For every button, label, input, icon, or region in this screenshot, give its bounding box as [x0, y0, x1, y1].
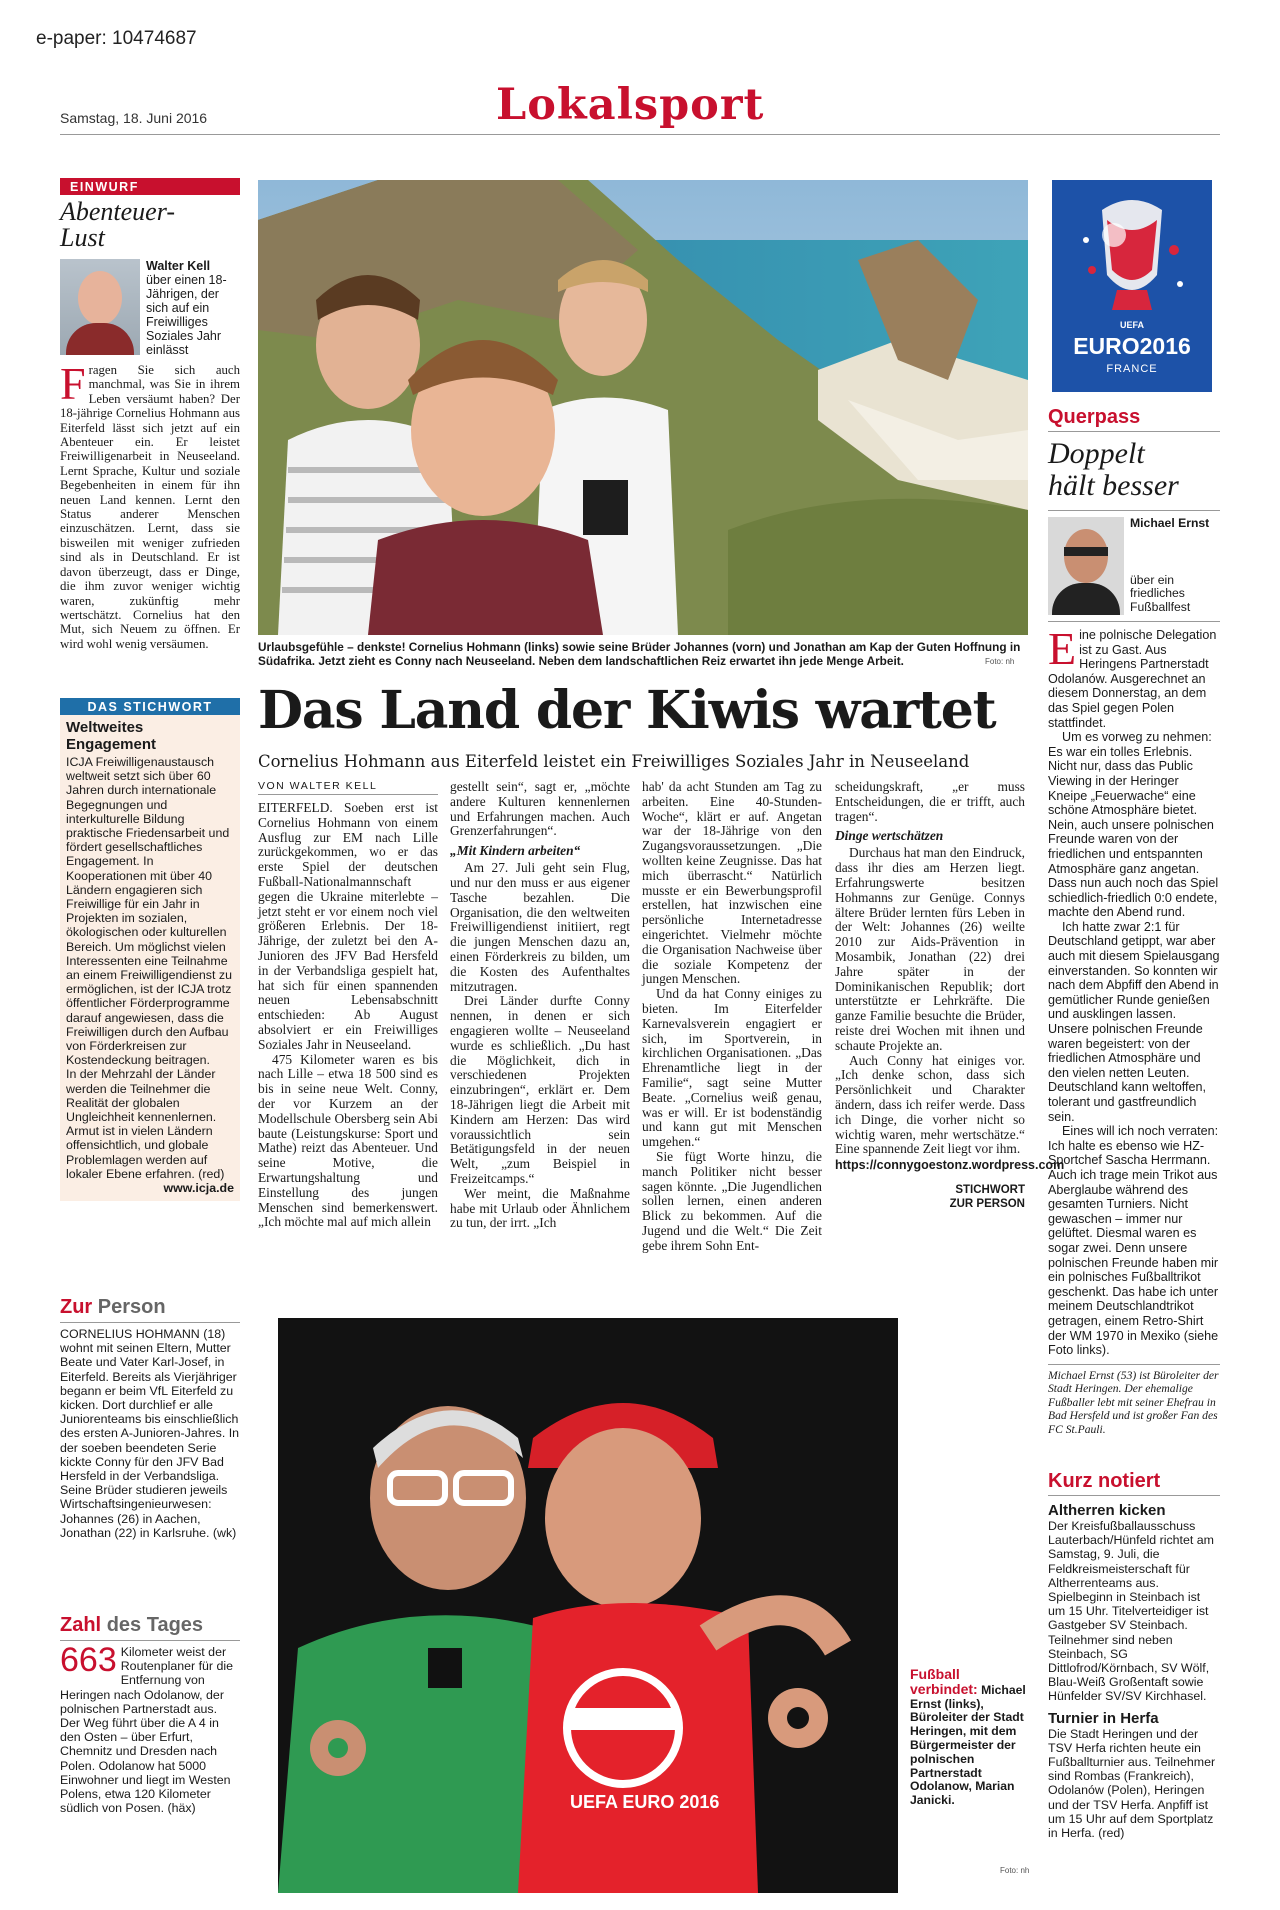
einwurf-author: Walter Kell: [146, 259, 211, 273]
euro-name-label: EURO2016: [1073, 333, 1191, 359]
second-photo: [278, 1318, 898, 1893]
section-title: Lokalsport: [496, 80, 765, 130]
kurz-item-2-body: Die Stadt Heringen und der TSV Herfa richten heute ein Fußballturnier aus. Teilnehmer sind Rombas (Frankreich), Odolanów (Polen), Heringen und der TSV Herfa. Anpfiff ist um 15 Uhr auf dem Sportplatz in Herfa. (red): [1048, 1726, 1216, 1841]
zur-person-body: CORNELIUS HOHMANN (18) wohnt mit seinen Eltern, Mutter Beate und Vater Karl-Josef, in Eiterfeld. Bereits als Vierjähriger begann er beim VfL Eiterfeld zu kicken. Dort durchlief er alle Juniorenteams bis einschließlich des ersten A-Junioren-Jahres. In der soeben beendeten Serie kickte Conny für den JFV Bad Hersfeld in der Verbandsliga. Seine Brüder studieren jeweils Wirtschaftsingenieurwesen: Johannes (26) in Aachen, Jonathan (22) in Karlsruhe. (wk): [60, 1327, 240, 1540]
ref-stichwort: STICHWORT: [955, 1183, 1025, 1196]
article-col-4: [835, 779, 1065, 1211]
ref-zur-person: ZUR PERSON: [949, 1197, 1025, 1210]
article-col-3: [642, 780, 822, 1254]
zahl-box: [60, 1614, 240, 1815]
article-col4-p2: Durchaus hat man den Eindruck, dass ihr dies am Herzen liegt. Erfahrungswerte besitzen Hohmanns zur Genüge. Connys ältere Brüder lernten fürs Leben in der Welt: Johannes (26) weilte 2010 zur Aids-Prävention in Mosambik, Jonathan (22) drei Jahre später in der Dominikanischen Republik; dort unterstützte er Lehrkräfte. Die ganze Familie besuchte die Brüder, reiste drei Wochen mit ihnen und schaute Projekte an.: [835, 845, 1025, 1053]
article-col4-p3: Auch Conny hat einiges vor. „Ich denke schon, dass sich Persönlichkeit und Charakter ändern, dass ich reifer werde. Dass ich Dinge, die vorher nicht so wichtig waren, mehr wertschätze.“ Eine spannende Zeit liegt vor ihm.: [835, 1052, 1025, 1157]
article-col2-p2: Am 27. Juli geht sein Flug, und nur den muss er aus eigener Tasche bezahlen. Die Organisation, die den weltweiten Freiwilligendienst initiiert, regt die jungen Menschen dazu an, einen Förderkreis zu bilden, um die Kosten des Aufenthaltes mitzutragen.: [450, 860, 630, 994]
querpass-body-2: Um es vorweg zu nehmen: Es war ein tolles Erlebnis. Nicht nur, dass das Public Viewing in der Heringer Kneipe „Feuerwache“ eine schöne Atmosphäre bietet. Nein, auch unsere polnischen Freunde waren von der friedlichen und entspannten Atmosphäre ganz angetan. Dass nun auch noch das Spiel schiedlich-friedlich 0:0 endete, machte den Abend rund.: [1048, 730, 1219, 920]
querpass-author: Michael Ernst: [1130, 516, 1210, 530]
article-blog-url[interactable]: https://connygoestonz.wordpress.com: [835, 1158, 1065, 1173]
issue-date: Samstag, 18. Juni 2016: [60, 110, 208, 126]
querpass-rubric: Querpass: [1048, 406, 1141, 428]
querpass-title-1: Doppelt: [1048, 437, 1145, 470]
einwurf-body: ragen Sie sich auch manchmal, was Sie in ihrem Leben versäumt haben? Der 18-jährige Cornelius Hohmann aus Eiterfeld lässt sich jetzt auf ein Abenteuer ein. Er leistet Freiwilligenarbeit in Neuseeland. Lernt Sprache, Kultur und soziale Begebenheiten in einem für ihn neuen Land kennen. Lernt den Status anderer Menschen einzuschätzen. Lernt, dass sie bisweilen mit weniger zufrieden sind als in Deutschland. Er ist davon überzeugt, dass er Dinge, die ihm zuvor weniger wichtig waren, zukünftig mehr wertschätzt. Cornelius hat den Mut, sich Neuem zu öffnen. Er wird wohl wenig versäumen.: [60, 363, 240, 651]
article-col2-p3: Drei Länder durfte Conny nennen, in denen er sich engagieren wollte – Neuseeland wurde es schließlich. „Du hast die Möglichkeit, dich in verschiedenen Projekten einzubringen“, erklärt er. Dem 18-Jährigen liegt die Arbeit mit Kindern am Herzen: Das wird voraussichtlich sein Betätigungsfeld in der neuen Welt, „zum Beispiel in Freizeitcamps.“: [450, 993, 630, 1186]
zahl-number: 663: [60, 1641, 117, 1679]
article-col4-subhead: Dinge wertschätzen: [835, 828, 944, 844]
querpass-body-3: Ich hatte zwar 2:1 für Deutschland getippt, war aber auch mit diesem Spielausgang einverstanden. So konnten wir nach dem Abpfiff den Abend in gemütlicher Runde genießen und ausklingen lassen. Unsere polnischen Freunde waren begeistert: von der friedlichen Atmosphäre und den vielen netten Leuten. Deutschland kann weltoffen, tolerant und gastfreundlich sein.: [1048, 919, 1220, 1124]
einwurf-title-2: Lust: [60, 223, 105, 252]
main-photo-caption: Urlaubsgefühle – denkste! Cornelius Hohmann (links) sowie seine Brüder Johannes (vorn) und Jonathan am Kap der Guten Hoffnung in Südafrika. Jetzt zieht es Conny nach Neuseeland. Neben dem landschaftlichen Reiz erwartet ihn jede Menge Arbeit.: [258, 640, 1021, 668]
article-subhead: Cornelius Hohmann aus Eiterfeld leistet ein Freiwilliges Soziales Jahr in Neuseeland: [258, 752, 970, 771]
zahl-body: Kilometer weist der Routenplaner für die Entfernung von Heringen nach Odolanow, der polnischen Partnerstadt aus. Der Weg führt über die A 4 in den Osten – über Erfurt, Chemnitz und Dresden nach Polen. Odolanow hat 5000 Einwohner und liegt im Westen Polens, etwa 120 Kilometer südlich von Posen. (häx): [60, 1645, 234, 1816]
querpass-bio: Michael Ernst (53) ist Büroleiter der Stadt Heringen. Der ehemalige Fußballer lebt mit seiner Ehefrau in Bad Hersfeld und ist großer Fan des FC St.Pauli.: [1048, 1368, 1219, 1437]
article-col2-subhead: „Mit Kindern arbeiten“: [450, 843, 581, 859]
article-col3-p3: Sie fügt Worte hinzu, die manch Politiker nicht besser sagen könnte. „Die Jugendlichen sollen lernen, einen anderen Blick zu bekommen. Auf die Jugend und die Welt.“ Die Zeit gebe ihrem Sohn Ent-: [642, 1148, 822, 1253]
header-rule: [60, 134, 1220, 135]
article-col2-p1: gestellt sein“, sagt er, „möchte andere Kulturen kennenlernen und Erfahrungen machen. Auch Grenzerfahrungen“.: [450, 779, 630, 839]
querpass-body-4: Eines will ich noch verraten: Ich halte es ebenso wie HZ-Sportchef Sascha Herrmann. Auch ich trage mein Trikot aus Aberglaube während des gesamten Turniers. Nicht gewaschen – immer nur gelüftet. Diesmal waren es sogar zwei. Denn unsere polnischen Freunde haben mir ein polnisches Fußballtrikot geschenkt. Das habe ich unter meinem Deutschlandtrikot getragen, einem Retro-Shirt der WM 1970 in Mexiko (siehe Foto links).: [1048, 1124, 1219, 1358]
article-col-1: [258, 780, 438, 1230]
euro-country-label: FRANCE: [1106, 363, 1158, 375]
zur-person-title-grey: Person: [97, 1296, 166, 1318]
article-col2-p4: Wer meint, die Maßnahme habe mit Urlaub oder Ähnlichem zu tun, der irrt. „Ich: [450, 1185, 630, 1231]
svg-text:UEFA EURO 2016: UEFA EURO 2016: [570, 1792, 720, 1812]
zahl-title-grey: des Tages: [106, 1614, 204, 1636]
second-photo-caption-bold: Fußball verbindet:: [910, 1666, 978, 1697]
kurz-notiert-box: [1048, 1470, 1220, 1840]
kurz-item-1-title: Altherren kicken: [1048, 1502, 1166, 1519]
einwurf-title-1: Abenteuer-: [60, 197, 175, 226]
kurz-item-2-title: Turnier in Herfa: [1048, 1709, 1159, 1727]
stichwort-body-2: In der Mehrzahl der Länder werden die Teilnehmer die Realität der globalen Ungleichheit kennenlernen. Armut ist in vielen Ländern offensichtlich, und globale Problemlagen werden auf lokaler Ebene erfahren. (red): [66, 1067, 225, 1181]
zur-person-box: [60, 1296, 240, 1540]
stichwort-box: [60, 698, 240, 1201]
main-photo-credit: Foto: nh: [985, 657, 1015, 666]
second-photo-caption: [910, 1668, 1030, 1808]
article-col4-p1: scheidungskraft, „er muss Entscheidungen, die er trifft, auch tragen“.: [835, 779, 1025, 824]
article-col1-p2: 475 Kilometer waren es bis nach Lille – etwa 18 500 sind es bis in seine neue Welt. Conny, der vor Kurzem an der Modellschule Obersberg sein Abi baute (Leistungskurse: Sport und Mathe) reizt das Abenteuer. Und seine Motive, die Erwartungshaltung und Einstellung des jungen Menschen sind bemerkenswert. „Ich möchte mal auf mich allein: [258, 1051, 438, 1230]
querpass-author-note: über ein friedliches Fußballfest: [1130, 572, 1191, 615]
stichwort-url[interactable]: www.icja.de: [163, 1181, 234, 1196]
querpass-box: [1048, 406, 1220, 1437]
kurz-item-1-body: Der Kreisfußballausschuss Lauterbach/Hünfeld richtet am Samstag, 9. Juli, die Feldkreismeisterschaft für Altherrenteams aus. Spielbeginn in Steinbach ist um 15 Uhr. Titelverteidiger ist Gastgeber SV Steinbach. Teilnehmer sind neben Steinbach, SG Dittlofrod/Körnbach, SV Wölf, Blau-Weiß Großentaft sowie Hünfelder SV/SV Kirchhasel.: [1048, 1519, 1214, 1704]
epaper-id: e-paper: 10474687: [36, 28, 197, 49]
einwurf-author-note: über einen 18-Jährigen, der sich auf ein Freiwilliges Soziales Jahr einlässt: [146, 273, 227, 357]
stichwort-body: ICJA Freiwilligenaustausch weltweit setzt sich über 60 Jahren durch internationale Begegnungen und interkulturelle Bildung praktische Friedensarbeit und fördert gesellschaftliches Engagement. In Kooperationen mit über 40 Ländern engagieren sich Freiwillige für ein Jahr in Projekten im sozialen, ökologischen oder kulturellen Bereich. Um möglichst vielen Interessenten eine Teilnahme an einem Freiwilligendienst zu ermöglichen, ist der ICJA trotz öffentlicher Förderprogramme darauf angewiesen, dass die Freiwilligen durch den Aufbau von Förderkreisen zur Kostendeckung beitragen.: [66, 755, 232, 1068]
author-photo-kell: [60, 259, 140, 355]
einwurf-kicker: EINWURF: [60, 178, 240, 195]
main-photo: [258, 180, 1028, 635]
euro-uefa-label: UEFA: [1119, 320, 1145, 330]
zahl-title-red: Zahl: [60, 1614, 102, 1636]
second-photo-credit: Foto: nh: [1000, 1866, 1030, 1875]
author-photo-ernst: [1048, 517, 1124, 615]
article-headline: Das Land der Kiwis wartet: [258, 680, 996, 741]
article-col3-p1: hab' da acht Stunden am Tag zu arbeiten. Eine 40-Stunden-Woche“, klärt er auf. Angetan war der 18-Jährige von den Zugangsvoraussetzungen. „Die wollten keine Zeugnisse. Das hat mich überrascht.“ Natürlich musste er ein Bewerbungsprofil erstellen, hat inzwischen eine persönliche Internetadresse eingerichtet. Vielmehr möchte die Organisation Nachweise über die soziale Kompetenz der jungen Menschen.: [642, 779, 822, 987]
einwurf-box: [60, 178, 240, 651]
zur-person-title-red: Zur: [60, 1296, 93, 1318]
euro2016-logo: [1052, 180, 1212, 392]
stichwort-kicker: DAS STICHWORT: [60, 698, 240, 715]
article-byline: VON WALTER KELL: [258, 780, 438, 795]
kurz-rubric: Kurz notiert: [1048, 1470, 1161, 1492]
article-col1-p1: EITERFELD. Soeben erst ist Cornelius Hohmann von einem Ausflug zur EM nach Lille zurückgekommen, wo er das erste Spiel der deutschen Fußball-Nationalmannschaft gegen die Ukraine miterlebte – jetzt steht er vor einem noch viel größeren Erlebnis. Der 18-Jährige, der zuletzt bei den A-Junioren des JFV Bad Hersfeld in der Verbandsliga gespielt hat, hat sich für einen spannenden neuen Lebensabschnitt entschieden: Ab August absolviert er ein Freiwilliges Soziales Jahr in Neuseeland.: [258, 800, 438, 1052]
querpass-title-2: hält besser: [1048, 469, 1179, 502]
second-photo-caption-text: Michael Ernst (links), Büroleiter der Stadt Heringen, mit dem Bürgermeister der polnischen Partnerstadt Odolanow, Marian Janicki.: [910, 1682, 1026, 1808]
article-col-2: [450, 780, 630, 1231]
einwurf-dropcap: F: [60, 358, 86, 409]
stichwort-title: Weltweites Engagement: [66, 719, 157, 753]
article-col3-p2: Und da hat Conny einiges zu bieten. Im Eiterfelder Karnevalsverein engagiert er sich, im Sportverein, in kirchlichen Organisationen. „Das Ehrenamtliche liegt in der Familie“, sagt seine Mutter Beate. „Cornelius weiß genau, was er will. Er ist bodenständig und kann gut mit Menschen umgehen.“: [642, 986, 822, 1150]
querpass-dropcap: E: [1048, 623, 1077, 674]
querpass-body-1: ine polnische Delegation ist zu Gast. Aus Heringens Partnerstadt Odolanów. Ausgerechnet an diesem Donnerstag, an dem das Spiel gegen Polen stattfindet.: [1048, 628, 1217, 730]
